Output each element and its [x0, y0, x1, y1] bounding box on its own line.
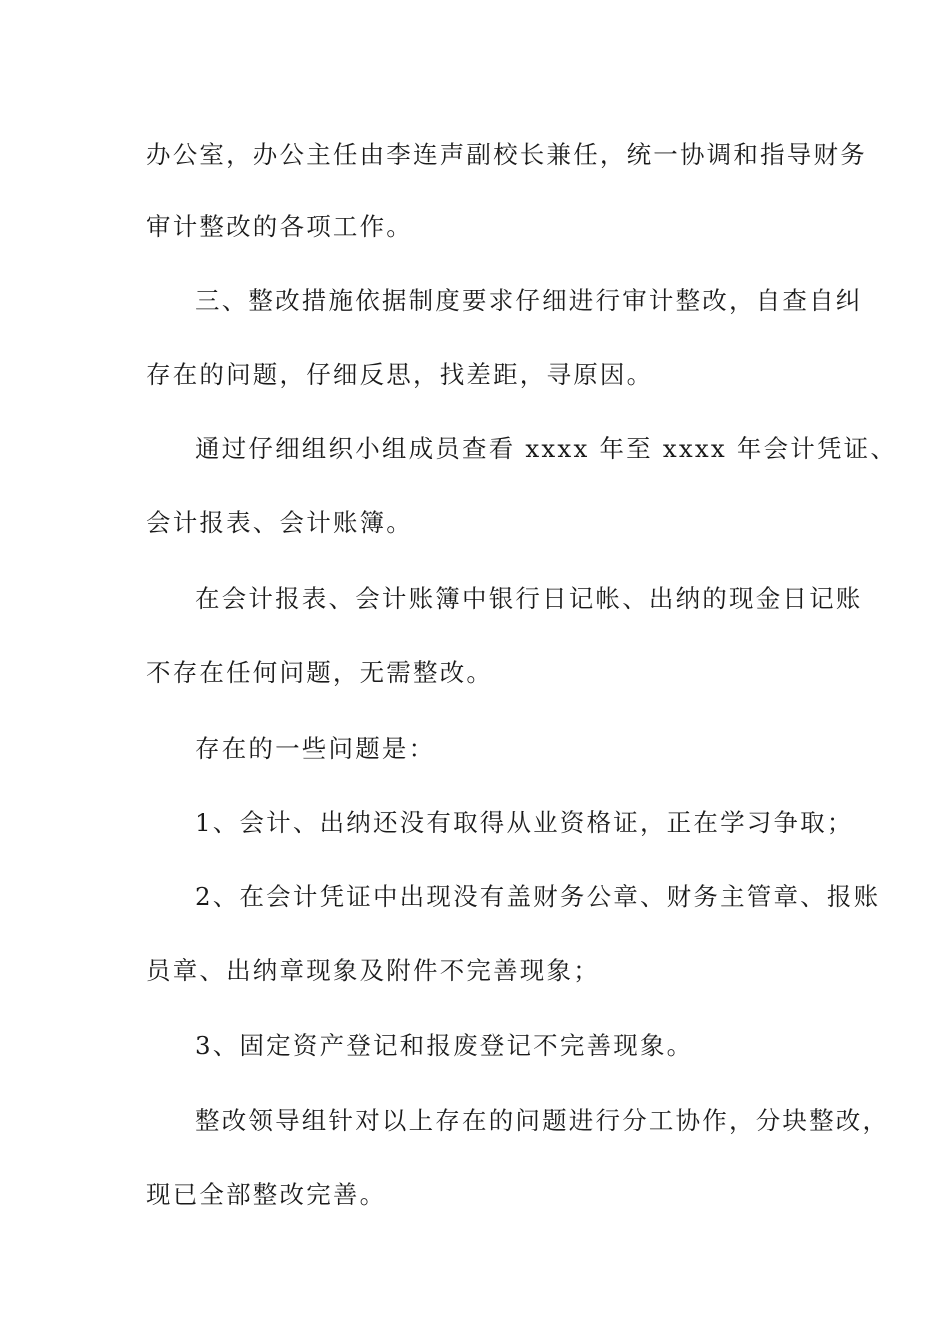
text-line-14: 整改领导组针对以上存在的问题进行分工协作，分块整改， [195, 1106, 890, 1135]
text-line-8: 不存在任何问题，无需整改。 [146, 658, 494, 687]
text-line-15: 现已全部整改完善。 [146, 1180, 387, 1209]
text-line-3: 三、整改措施依据制度要求仔细进行审计整改，自查自纠 [195, 286, 863, 315]
text-line-1: 办公室，办公主任由李连声副校长兼任，统一协调和指导财务 [146, 140, 867, 169]
text-line-10: 1、会计、出纳还没有取得从业资格证，正在学习争取； [195, 808, 854, 837]
text-line-6: 会计报表、会计账簿。 [146, 508, 413, 537]
text-line-13: 3、固定资产登记和报废登记不完善现象。 [195, 1031, 694, 1060]
text-line-4: 存在的问题，仔细反思，找差距，寻原因。 [146, 360, 654, 389]
text-line-2: 审计整改的各项工作。 [146, 212, 413, 241]
text-line-12: 员章、出纳章现象及附件不完善现象； [146, 956, 600, 985]
text-line-7: 在会计报表、会计账簿中银行日记帐、出纳的现金日记账 [195, 584, 863, 613]
text-line-9: 存在的一些问题是： [195, 734, 436, 763]
text-line-5: 通过仔细组织小组成员查看 xxxx 年至 xxxx 年会计凭证、 [195, 434, 898, 463]
text-line-11: 2、在会计凭证中出现没有盖财务公章、财务主管章、报账 [195, 882, 881, 911]
